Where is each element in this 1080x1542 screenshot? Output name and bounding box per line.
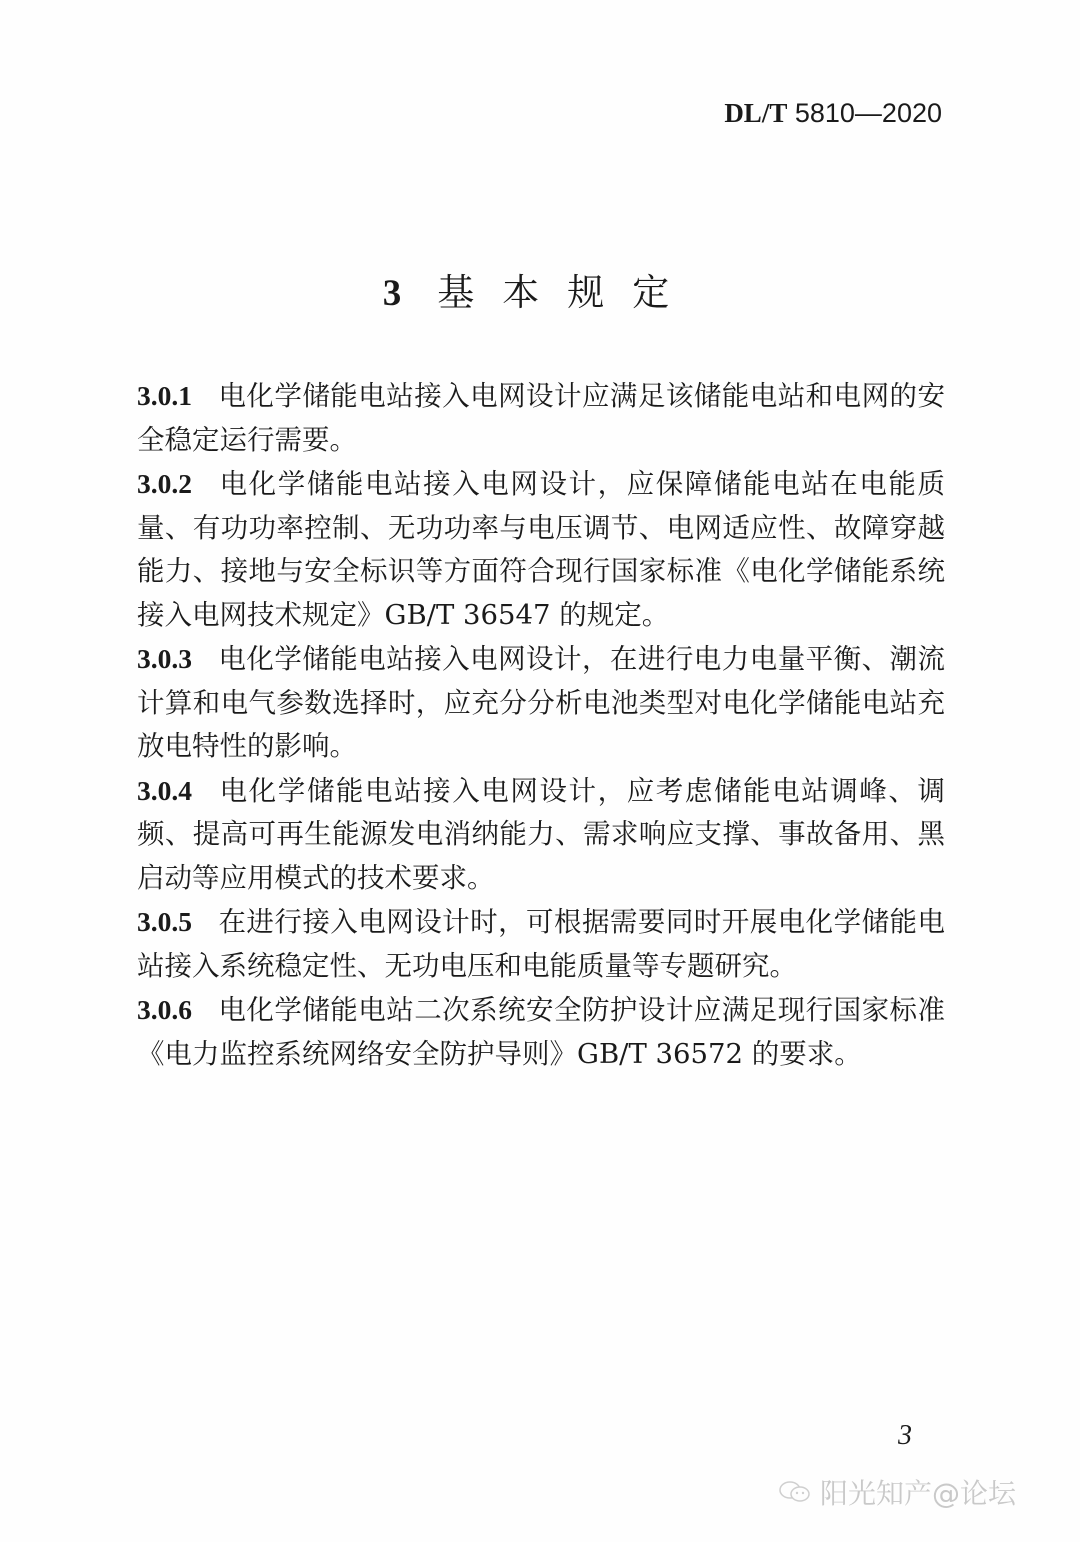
clause-number: 3.0.3 <box>137 643 192 674</box>
clause-3-0-3 <box>137 637 945 769</box>
wechat-icon <box>778 1479 812 1505</box>
standard-number: 5810—2020 <box>794 98 942 128</box>
watermark <box>778 1472 1016 1512</box>
standard-prefix: DL/T <box>724 98 788 128</box>
page-number: 3 <box>898 1420 912 1451</box>
clause-3-0-6 <box>137 988 945 1076</box>
clause-3-0-4 <box>137 769 945 901</box>
clause-number: 3.0.6 <box>137 994 192 1025</box>
watermark-text: 阳光知产@论坛 <box>820 1477 1017 1510</box>
clause-text: 电化学储能电站接入电网设计，应考虑储能电站调峰、调频、提高可再生能源发电消纳能力、需求响应支撑、事故备用、黑启动等应用模式的技术要求。 <box>137 774 945 894</box>
clause-text: 在进行接入电网设计时，可根据需要同时开展电化学储能电站接入系统稳定性、无功电压和电能质量等专题研究。 <box>137 906 945 982</box>
clause-3-0-1 <box>137 374 945 462</box>
clauses-body <box>137 374 945 1076</box>
clause-3-0-2 <box>137 462 945 637</box>
clause-3-0-5 <box>137 900 945 988</box>
clause-text: 电化学储能电站接入电网设计，应保障储能电站在电能质量、有功功率控制、无功功率与电压调节、电网适应性、故障穿越能力、接地与安全标识等方面符合现行国家标准《电化学储能系统接入电网技术规定》GB/T 36547 的规定。 <box>137 468 945 631</box>
clause-number: 3.0.2 <box>137 468 192 499</box>
standard-code <box>724 98 942 129</box>
clause-text: 电化学储能电站二次系统安全防护设计应满足现行国家标准《电力监控系统网络安全防护导则》GB/T 36572 的要求。 <box>137 994 945 1070</box>
chapter-title: 基本规定 <box>437 271 698 314</box>
clause-text: 电化学储能电站接入电网设计应满足该储能电站和电网的安全稳定运行需要。 <box>137 380 945 456</box>
clause-number: 3.0.5 <box>137 906 192 937</box>
clause-text: 电化学储能电站接入电网设计，在进行电力电量平衡、潮流计算和电气参数选择时，应充分分析电池类型对电化学储能电站充放电特性的影响。 <box>137 643 945 762</box>
clause-number: 3.0.1 <box>137 380 192 411</box>
clause-number: 3.0.4 <box>137 774 192 806</box>
chapter-number: 3 <box>382 273 430 314</box>
chapter-heading <box>0 262 1080 316</box>
